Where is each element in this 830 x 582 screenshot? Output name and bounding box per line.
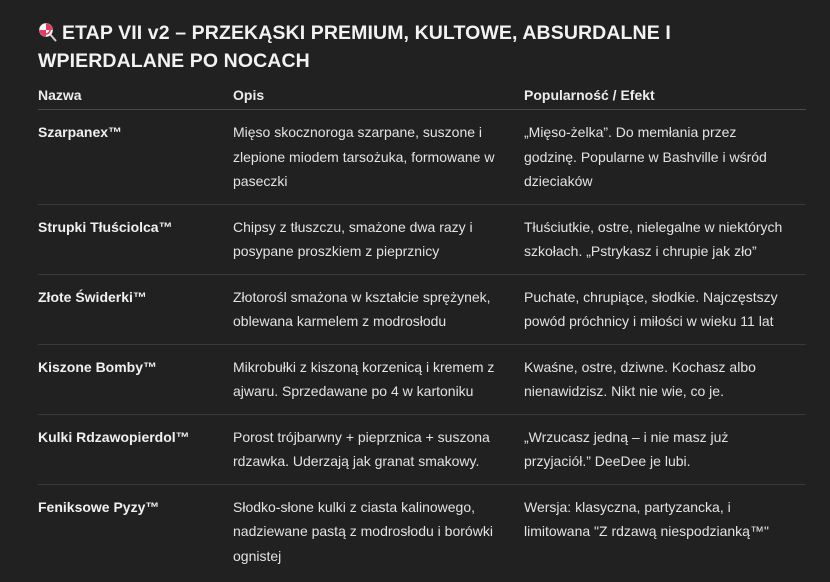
table-header-row <box>38 80 806 110</box>
snack-description: Porost trójbarwny + pieprznica + suszona rdzawka. Uderzają jak granat smakowy. <box>233 414 524 484</box>
snack-name: Złote Świderki™ <box>38 274 233 344</box>
column-header-description: Opis <box>233 80 524 110</box>
snack-name: Kiszone Bomby™ <box>38 344 233 414</box>
snack-name: Kulki Rdzawopierdol™ <box>38 414 233 484</box>
table-row <box>38 484 806 578</box>
snack-description: Słodko-słone kulki z ciasta kalinowego, nadziewane pastą z modrosłodu i borówki ognistej <box>233 498 493 564</box>
table-row <box>38 414 806 484</box>
snack-name: Szarpanex™ <box>38 110 233 205</box>
snacks-table <box>38 80 806 578</box>
heading-text: ETAP VII v2 – PRZEKĄSKI PREMIUM, KULTOWE, ABSURDALNE I WPIERDALANE PO NOCACH <box>38 22 671 72</box>
table-row <box>38 110 806 205</box>
lollipop-icon <box>38 22 58 42</box>
snack-effect: Kwaśne, ostre, dziwne. Kochasz albo nienawidzisz. Nikt nie wie, co je. <box>524 344 806 414</box>
table-row <box>38 274 806 344</box>
snack-description: Mikrobułki z kiszoną korzenicą i kremem z ajwaru. Sprzedawane po 4 w kartoniku <box>233 344 524 414</box>
table-row <box>38 204 806 274</box>
snack-effect: Wersja: klasyczna, partyzancka, i limitowana "Z rdzawą niespodzianką™" <box>524 498 769 539</box>
snack-effect: Puchate, chrupiące, słodkie. Najczęstszy powód próchnicy i miłości w wieku 11 lat <box>524 274 806 344</box>
snack-description: Mięso skocznoroga szarpane, suszone i zlepione miodem tarsożuka, formowane w paseczki <box>233 110 524 205</box>
snack-name: Feniksowe Pyzy™ <box>38 498 160 515</box>
snack-effect: „Mięso-żelka”. Do memłania przez godzinę. Popularne w Bashville i wśród dzieciaków <box>524 110 806 205</box>
snack-effect: „Wrzucasz jedną – i nie masz już przyjaciół.” DeeDee je lubi. <box>524 414 806 484</box>
snack-effect: Tłuściutkie, ostre, nielegalne w niektórych szkołach. „Pstrykasz i chrupie jak zło” <box>524 204 806 274</box>
column-header-name: Nazwa <box>38 80 233 110</box>
snack-description: Złotorośl smażona w kształcie sprężynek, oblewana karmelem z modrosłodu <box>233 274 524 344</box>
section-heading <box>38 19 808 75</box>
column-header-popularity: Popularność / Efekt <box>524 80 806 110</box>
snack-description: Chipsy z tłuszczu, smażone dwa razy i posypane proszkiem z pieprznicy <box>233 204 524 274</box>
snack-name: Strupki Tłuściolca™ <box>38 204 233 274</box>
table-row <box>38 344 806 414</box>
